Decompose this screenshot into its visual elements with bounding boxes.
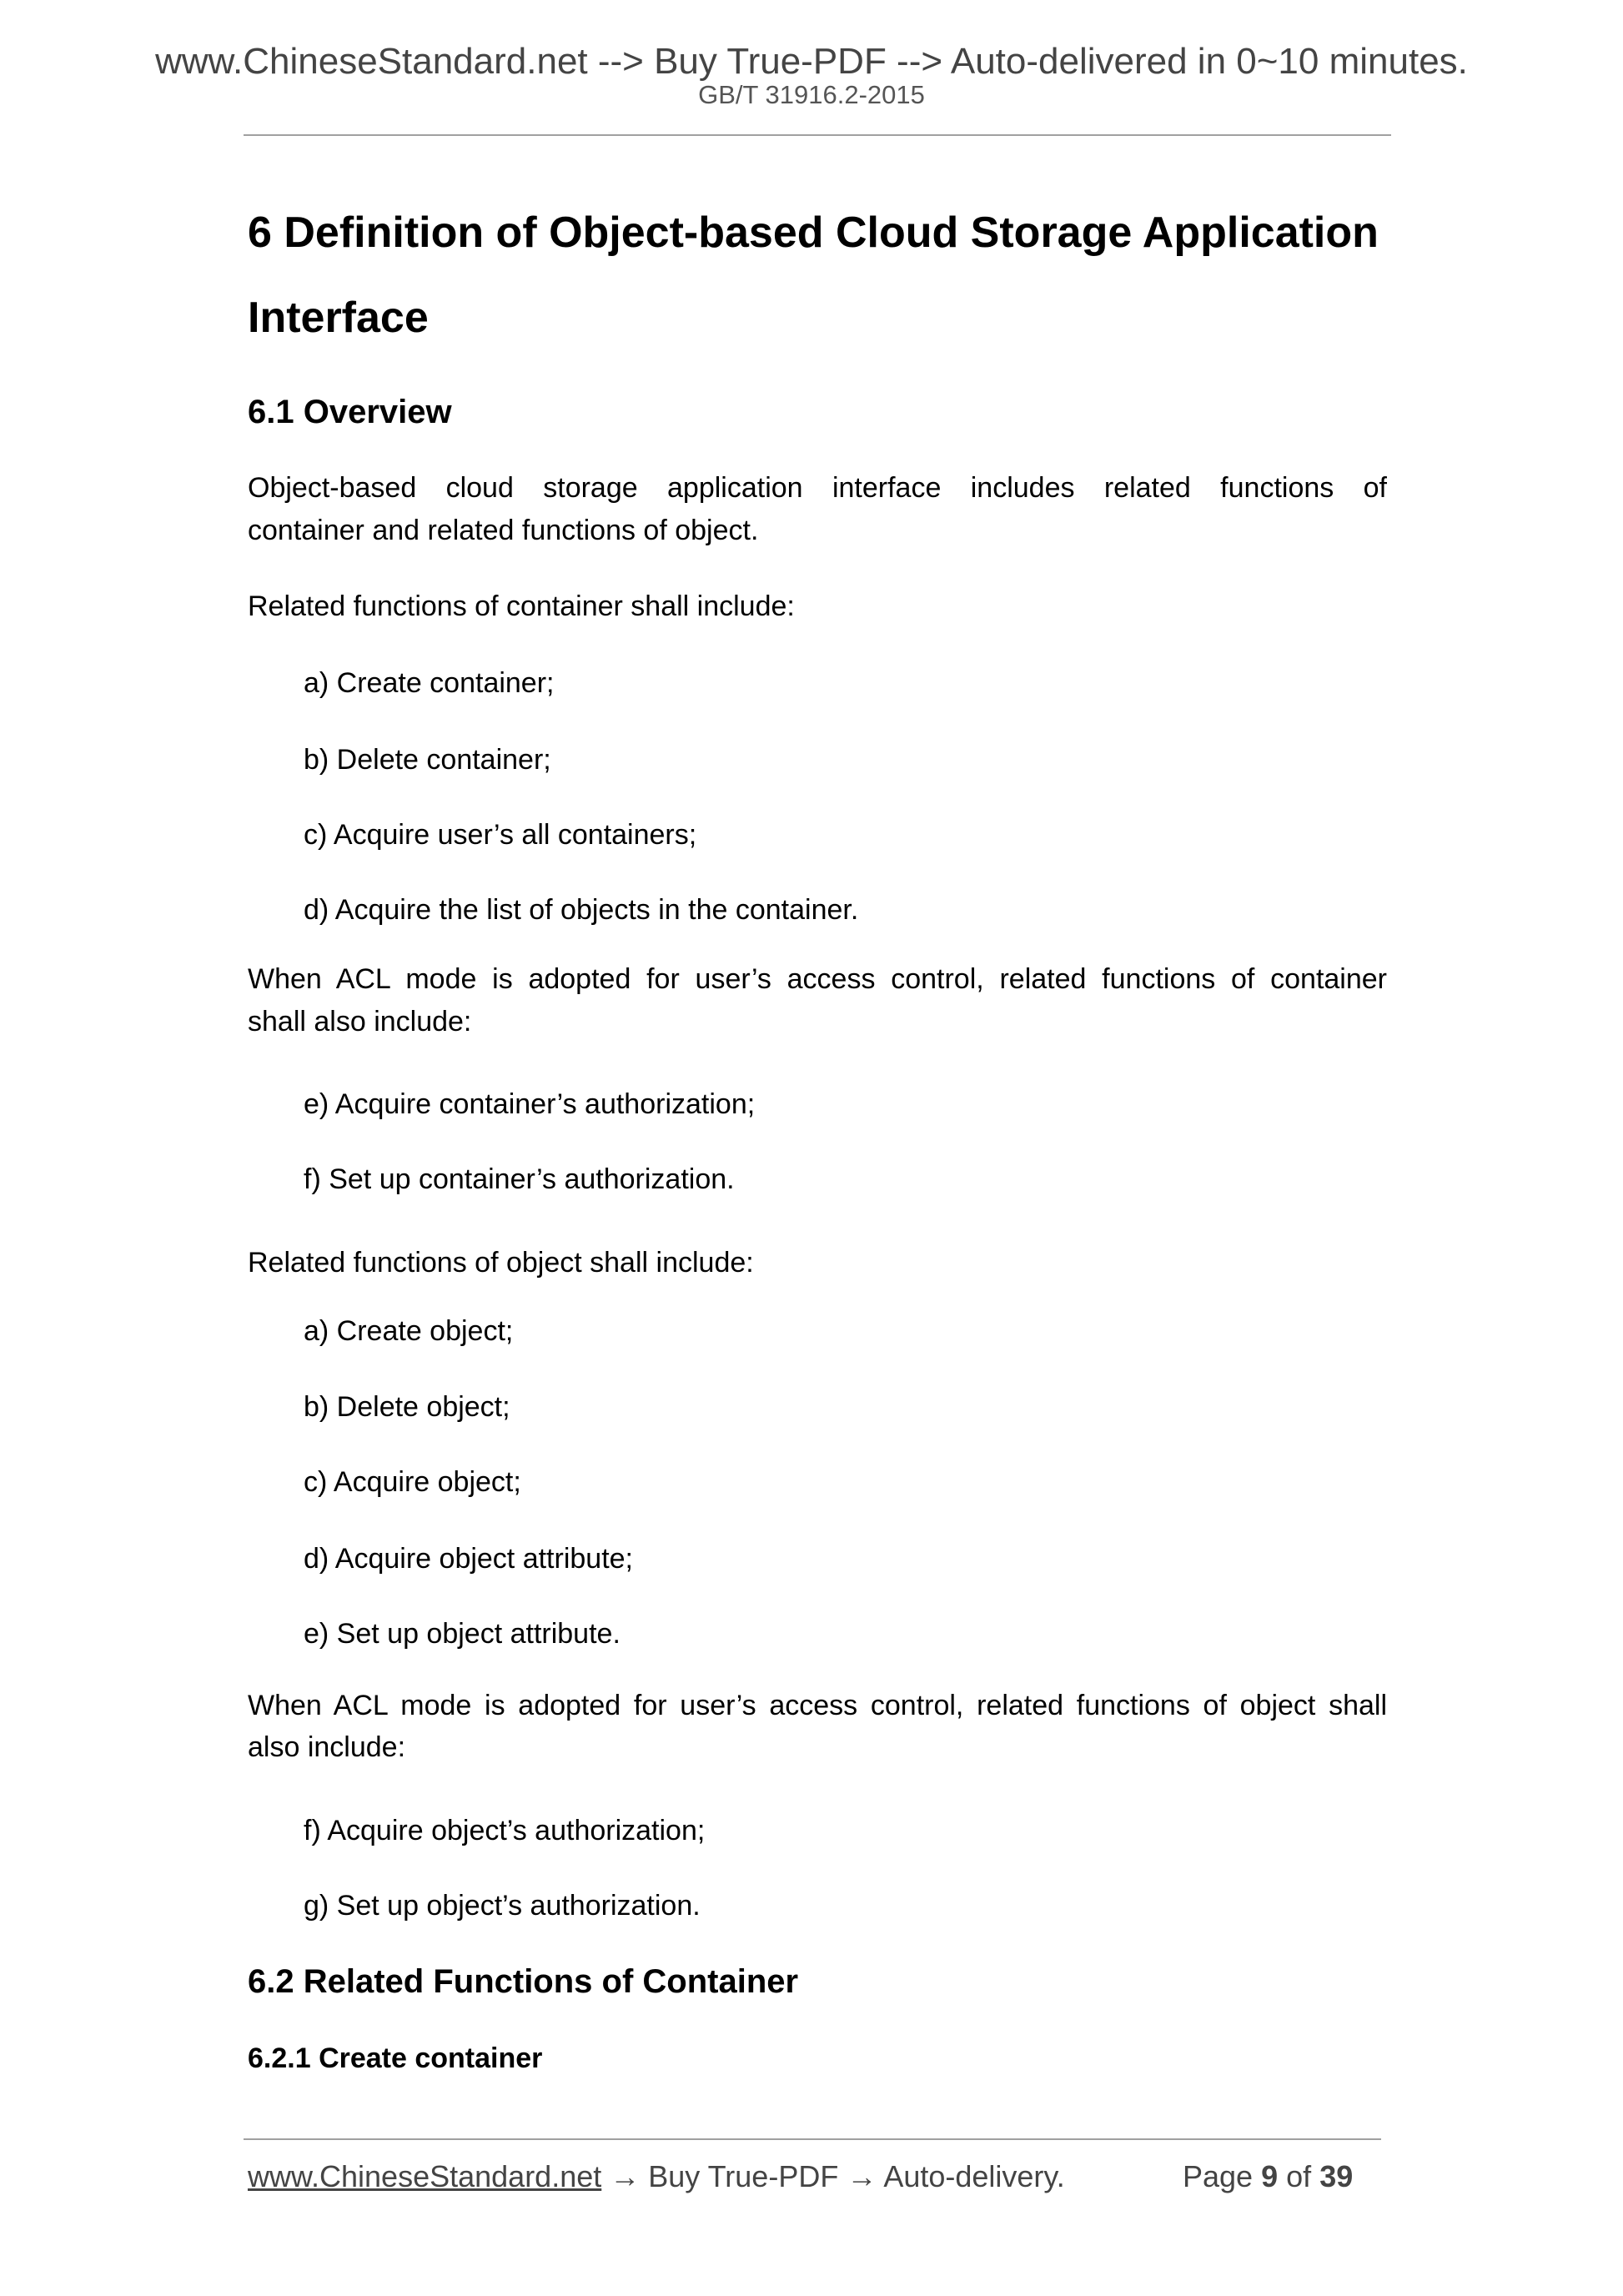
page-label: Page xyxy=(1183,2159,1254,2193)
list-item: e) Set up object attribute. xyxy=(304,1618,621,1650)
list-item: d) Acquire the list of objects in the container. xyxy=(304,894,859,926)
list-item: c) Acquire user’s all containers; xyxy=(304,819,697,851)
section-6-2-title: 6.2 Related Functions of Container xyxy=(248,1963,799,2000)
document-id: GB/T 31916.2-2015 xyxy=(698,80,925,109)
page-indicator xyxy=(1183,2159,1354,2193)
list-item: d) Acquire object attribute; xyxy=(304,1543,634,1575)
section-6-title-line1: 6 Definition of Object-based Cloud Storage Application xyxy=(248,208,1379,257)
list-item: f) Acquire object’s authorization; xyxy=(304,1815,706,1846)
paragraph-overview-line1: Object-based cloud storage application interface includes related functions of xyxy=(248,472,1387,504)
footer-delivery-text: → Buy True-PDF → Auto-delivery. xyxy=(601,2159,1065,2193)
section-6-title-line2: Interface xyxy=(248,294,429,342)
paragraph-acl-container-line1: When ACL mode is adopted for user’s access control, related functions of container xyxy=(248,963,1387,995)
header-banner: www.ChineseStandard.net --> Buy True-PDF --> Auto-delivered in 0~10 minutes. xyxy=(155,41,1468,82)
section-6-1-title: 6.1 Overview xyxy=(248,394,452,430)
page-number: 9 xyxy=(1261,2159,1279,2193)
footer-site-link[interactable]: www.ChineseStandard.net xyxy=(248,2159,602,2193)
list-item: b) Delete object; xyxy=(304,1391,510,1423)
paragraph-object-functions: Related functions of object shall include: xyxy=(248,1247,754,1279)
footer-left xyxy=(248,2159,1065,2193)
list-item: g) Set up object’s authorization. xyxy=(304,1890,701,1922)
header-divider xyxy=(244,134,1391,136)
list-item: a) Create container; xyxy=(304,667,555,699)
section-6-2-1-title: 6.2.1 Create container xyxy=(248,2042,543,2074)
paragraph-container-functions: Related functions of container shall include: xyxy=(248,590,795,622)
list-item: b) Delete container; xyxy=(304,744,551,776)
of-label: of xyxy=(1286,2159,1312,2193)
paragraph-acl-object-line2: also include: xyxy=(248,1731,406,1763)
list-item: e) Acquire container’s authorization; xyxy=(304,1088,756,1120)
page-total: 39 xyxy=(1319,2159,1354,2193)
list-item: f) Set up container’s authorization. xyxy=(304,1163,735,1195)
paragraph-overview-line2: container and related functions of object. xyxy=(248,515,759,546)
paragraph-acl-object-line1: When ACL mode is adopted for user’s access control, related functions of object shall xyxy=(248,1690,1387,1721)
list-item: c) Acquire object; xyxy=(304,1466,521,1498)
list-item: a) Create object; xyxy=(304,1315,514,1347)
paragraph-acl-container-line2: shall also include: xyxy=(248,1006,472,1037)
footer-divider xyxy=(244,2138,1381,2140)
